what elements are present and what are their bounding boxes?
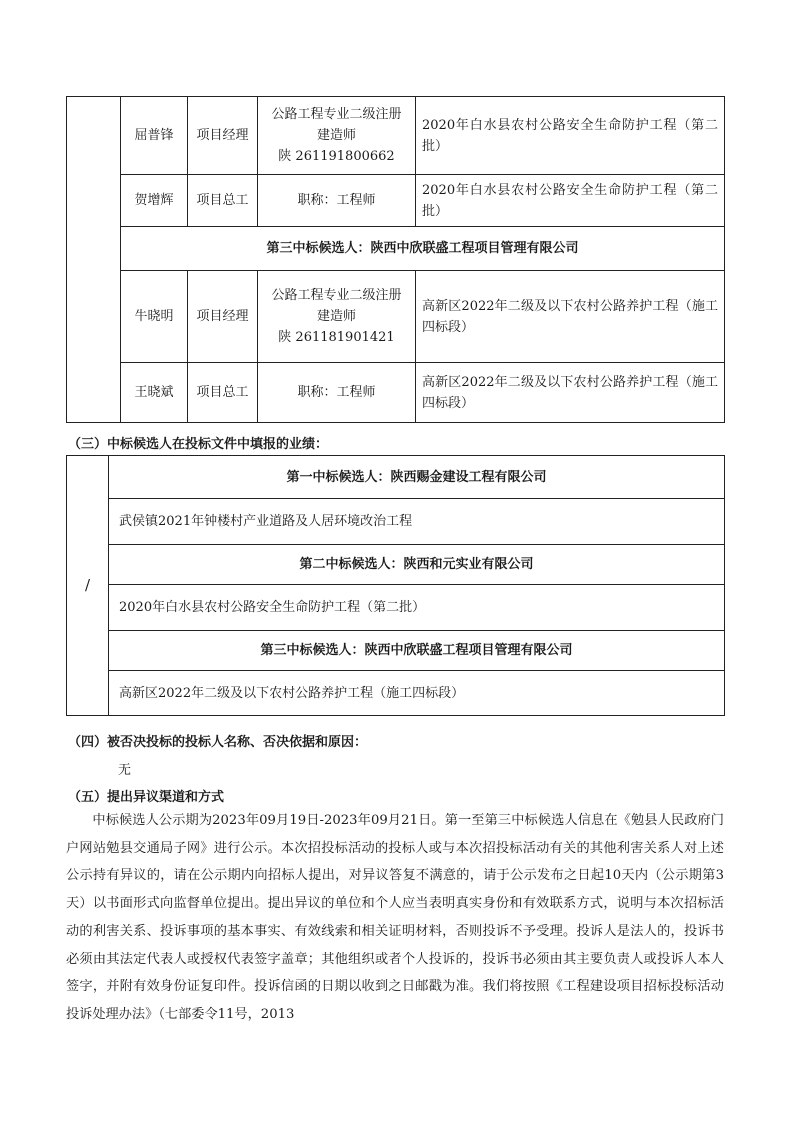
table-row [67,585,725,631]
table-row [67,456,725,499]
person-name: 屈普锋 [121,97,188,175]
candidate-header: 第三中标候选人：陕西中欣联盛工程项目管理有限公司 [109,631,725,671]
table-row [67,97,725,175]
person-project: 2020年白水县农村公路安全生命防护工程（第二批） [416,97,725,175]
person-certificate: 公路工程专业二级注册 建造师 陕 261191800662 [258,97,416,175]
person-certificate: 职称：工程师 [258,363,416,423]
slash-cell: / [67,456,109,716]
performance-item: 武侯镇2021年钟楼村产业道路及人居环境改治工程 [109,499,725,545]
table-row [67,631,725,671]
candidate-header: 第一中标候选人：陕西赐金建设工程有限公司 [109,456,725,499]
person-certificate: 职称：工程师 [258,175,416,227]
objection-paragraph: 中标候选人公示期为2023年09月19日-2023年09月21日。第一至第三中标候选人信息在《勉县人民政府门户网站勉县交通局子网》进行公示。本次招投标活动的投标人或与本次招投标活动有关的其他利害关系人对上述公示持有异议的，请在公示期内向招标人提出，对异议答复不满意的，请于公示发布之日起10天内（公示期第3天）以书面形式向监督单位提出。提出异议的单位和个人应当表明真实身份和有效联系方式，说明与本次招标活动的利害关系、投诉事项的基本事实、有效线索和相关证明材料，否则投诉不予受理。投诉人是法人的，投诉书必须由其法定代表人或授权代表签字盖章；其他组织或者个人投诉的，投诉书必须由其主要负责人或投诉人本人签字，并附有效身份证复印件。投诉信函的日期以收到之日邮戳为准。我们将按照《工程建设项目招标投标活动投诉处理办法》（七部委令11号，2013 [66,813,724,1022]
table-row [67,545,725,585]
table-row [67,271,725,363]
merged-left-cell [67,97,121,423]
person-project: 2020年白水县农村公路安全生命防护工程（第二批） [416,175,725,227]
person-name: 贺增辉 [121,175,188,227]
person-role: 项目总工 [188,175,258,227]
person-name: 王晓斌 [121,363,188,423]
table-row [67,175,725,227]
section5-heading: （五）提出异议渠道和方式 [68,790,225,805]
candidate-header: 第二中标候选人：陕西和元实业有限公司 [109,545,725,585]
table-row [67,499,725,545]
performance-table [66,455,725,716]
section3-heading: （三）中标候选人在投标文件中填报的业绩： [68,437,329,452]
section4-value: 无 [118,763,132,778]
person-project: 高新区2022年二级及以下农村公路养护工程（施工四标段） [416,363,725,423]
person-role: 项目总工 [188,363,258,423]
candidate-header: 第三中标候选人：陕西中欣联盛工程项目管理有限公司 [121,227,725,271]
person-role: 项目经理 [188,97,258,175]
person-project: 高新区2022年二级及以下农村公路养护工程（施工四标段） [416,271,725,363]
person-certificate: 公路工程专业二级注册 建造师 陕 261181901421 [258,271,416,363]
performance-item: 2020年白水县农村公路安全生命防护工程（第二批） [109,585,725,631]
table-row [67,227,725,271]
table-row [67,671,725,716]
personnel-table [66,96,725,423]
section4-heading: （四）被否决投标的投标人名称、否决依据和原因： [68,735,368,750]
table-row [67,363,725,423]
person-role: 项目经理 [188,271,258,363]
performance-item: 高新区2022年二级及以下农村公路养护工程（施工四标段） [109,671,725,716]
person-name: 牛晓明 [121,271,188,363]
